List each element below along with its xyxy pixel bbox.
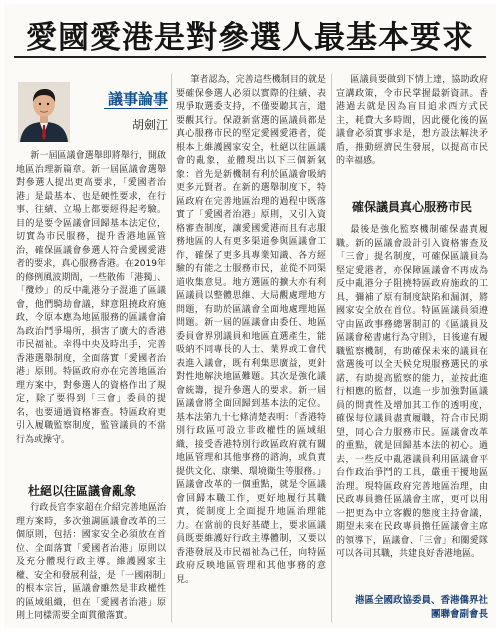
headline-rule [14, 56, 486, 58]
column-name: 議事論事 [107, 90, 168, 108]
body-paragraph: 行政長官李家超在介紹完善地區治理方案時，多次強調區議會改革的三個原則，包括：國家安全必須放在首位、全面落實「愛國者治港」原則以及充分體現行政主導。維護國家主權、安全和發展利益，是「一國兩制」的根本宗旨，區議會雖然是非政權性的區域組織，但在「愛國者治港」原則上同樣需要全面貫徹落實。 [16, 503, 166, 621]
column-divider [171, 74, 172, 622]
newspaper-clipping [4, 4, 496, 628]
body-paragraph: 筆者認為，完善這些機制目的就是要確保參選人必須以實際的往績、表現爭取選委支持，不僅要聽其言，還要觀其行。保證新當選的區議員都是真心服務市民的堅定愛國愛港者，從根本上維護國家安全，杜絕以往區議會的亂象，並體現出以下三個新氣象：首先是新機制有利於區議會吸納更多元賢者。在新的選舉制度下，特區政府在完善地區治理的過程中既落實了「愛國者治港」原則，又引入資格審查制度，讓愛國愛港而且有志服務地區的人有更多渠道參與區議會工作，確保了更多具專業知識、各方經驗的有能之士服務市民，並從不同渠道收集意見。地方選區的擴大亦有利區議員以整體思維、大局觀處理地方問題，有助於區議會全面地處理地區問題。新一屆的區議會由委任、地區委員會界別議員和地區直選產生，能吸納不同專長的人士、業界或工會代表進入議會，既有利集思廣益，更針對性地解決地區難題。其次是強化議會統籌，提升參選人的要求。新一屆區議會將全面回歸到基本法的定位。基本法第九十七條清楚表明：「香港特別行政區可設立非政權性的區域組織，接受香港特別行政區政府就有關地區管理和其他事務的諮詢，或負責提供文化、康樂、環境衞生等服務。」區議會改革的一個重點，就是令區議會回歸本職工作，更好地履行其職責，從制度上全面提升地區治理能力。在當前的良好基礎上，要求區議員既要維護好行政主導體制，又要以香港發展及市民福祉為己任，向特區政府反映地區管理和其他事務的意見。 [176, 75, 326, 585]
author-name: 胡劍江 [131, 118, 168, 132]
author-portrait-icon [18, 82, 70, 142]
body-paragraph: 新一屆區議會選舉即將舉行，開啟地區治理新篇章。新一屆區議會選舉對參選人提出更高要求，「愛國者治港」是最基本、也是硬性要求，在行事、往績、立場上都要經得起考驗。目的是要令區議會回歸基本法定位，切實為市民服務，提升香港地區管治，確保區議會參選人符合愛國愛港者的要求，真心服務香港。在2019年的修例風波期間，一些散佈「港獨」、「攬炒」的反中亂港分子混進了區議會，他們騎劫會議，肆意阻撓政府施政，令原本應為地區服務的區議會淪為政治鬥爭場所，損害了廣大的香港市民福祉。幸得中央及時出手，完善香港選舉制度，全面落實「愛國者治港」原則。特區政府亦在完善地區治理方案中，對參選人的資格作出了規定，除了要得到「三會」委員的提名，也要通過資格審查。特區政府更引入履職監察制度，監管議員的不當行為或操守。 [16, 151, 166, 445]
article-headline: 愛國愛港是對參選人最基本要求 [26, 20, 474, 56]
author-photo [18, 82, 70, 142]
subheading: 確保議員真心服務市民 [352, 200, 473, 214]
subheading: 杜絕以往區議會亂象 [28, 484, 137, 498]
body-paragraph: 區議員要做到下情上達，協助政府宣講政策，令市民掌握最新資訊。香港過去就是因為盲目追求西方式民主，耗費大多時間，因此優化後的區議會必須實事求是，想方設法解決矛盾，推動經濟民生發展，以提高市民的幸福感。 [336, 75, 488, 166]
body-paragraph: 最後是強化監察機制確保盡責履職。新的區議會設計引入資格審查及「三會」提名制度，可確保區議員為堅定愛港者，亦保障區議會不再成為反中亂港分子阻撓特區政府施政的工具，彌補了原有制度缺陷和漏洞，將國家安全放在首位。特區區議員須遵守由區政事務總署制訂的《區議員及區議會秘書處行為守則》，日後違有履職監察機制，有助確保未來的議員在當選後可以全天候兌現服務選民的承諾，有助提高監察的能力，並按此進行相應的監督，以進一步加強對區議員的問責性及增加其工作的透明度，確保每位議員盡責履職，符合市民期望，同心合力服務市民。區議會改革的重點，就是回歸基本法的初心。過去，一些反中亂港議員利用區議會平台作政治爭鬥的工具，嚴重干擾地區治理。現特區政府完善地區治理，由民政專員擔任區議會主席，更可以用一把更為中立客觀的態度主持會議，期望未來在民政專員擔任區議會主席的領導下，區議會、「三會」和關愛隊可以各司其職，共建良好香港地區。 [336, 225, 488, 559]
column-divider [331, 74, 332, 622]
column-name-underline [104, 108, 168, 109]
author-affiliation: 港區全國政協委員、香港僑界社團聯會副會長 [354, 595, 488, 620]
